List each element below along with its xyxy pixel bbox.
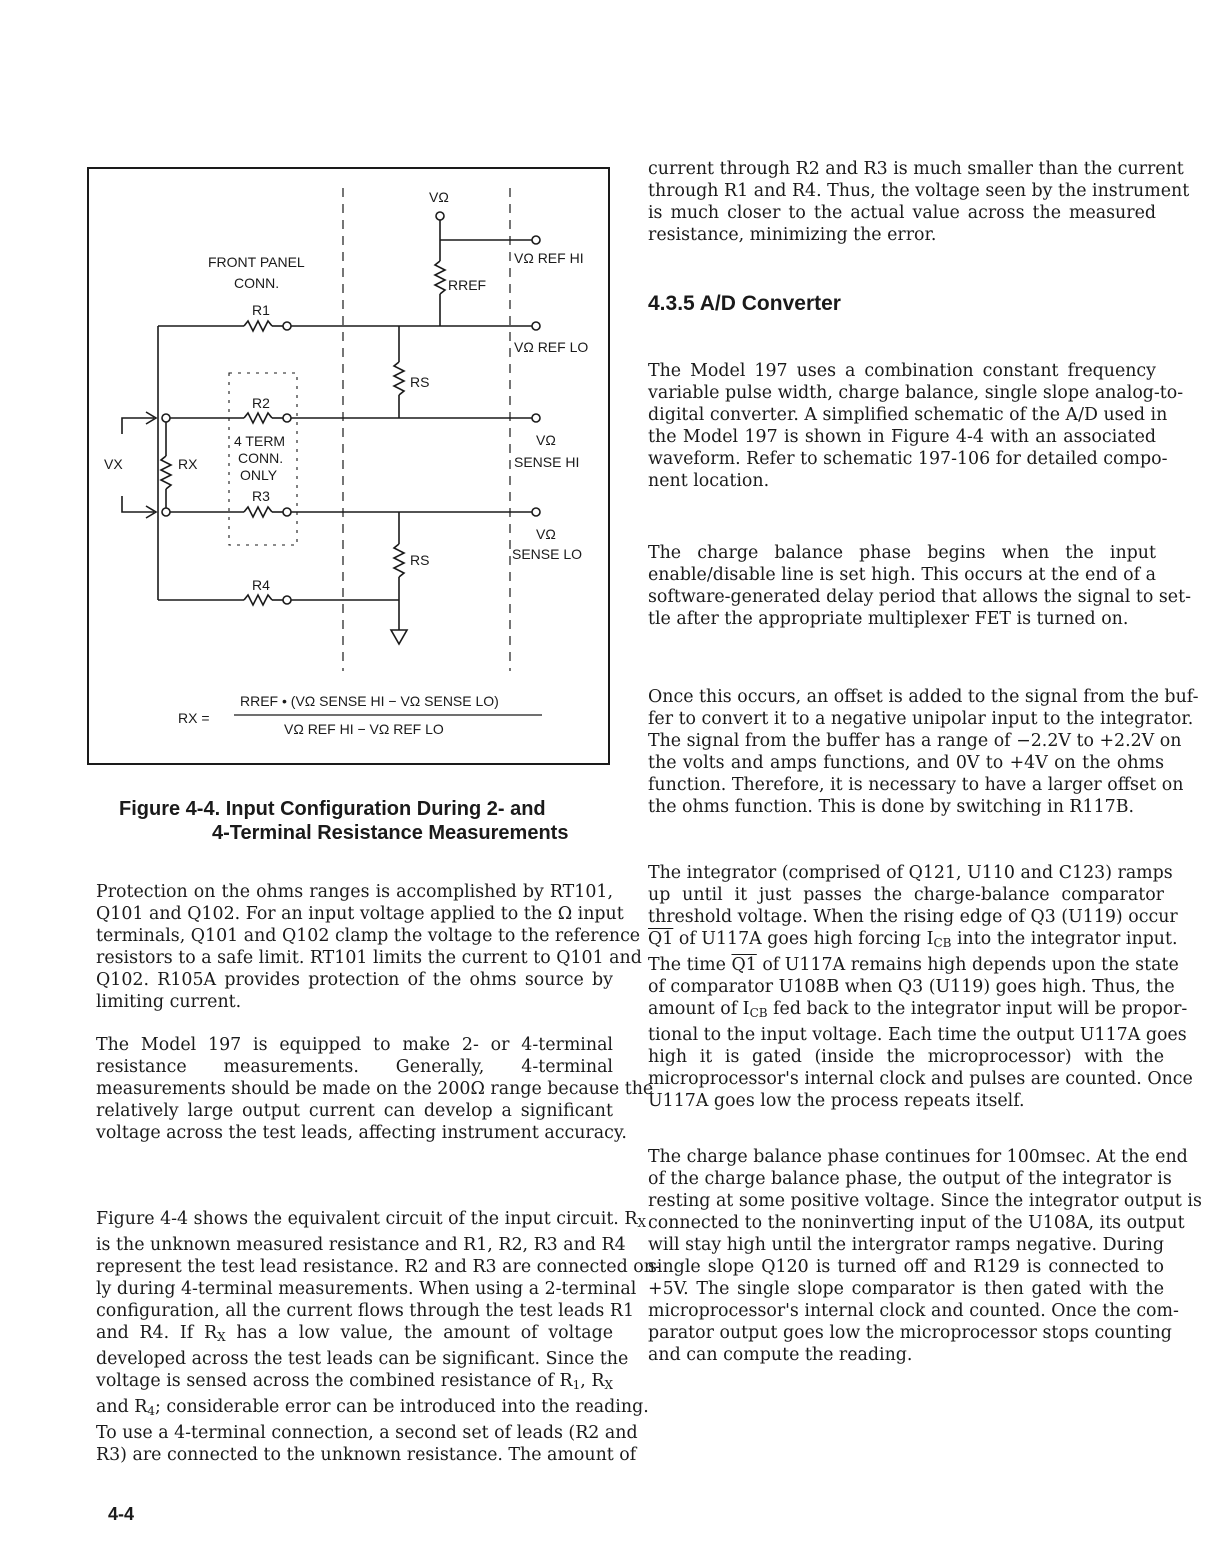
formula-denominator: VΩ REF HI − VΩ REF LO <box>284 721 444 737</box>
text-line: software-generated delay period that allows the signal to set- <box>648 587 1191 607</box>
label-rs-top: RS <box>410 374 430 390</box>
text-line: Q1 of U117A goes high forcing $I_{CB}$ into the integrator input. <box>648 929 1178 950</box>
label-vohm-top: VΩ <box>429 189 449 205</box>
text-line: To use a 4-terminal connection, a second set of leads (R2 and <box>96 1423 638 1443</box>
text-line: parator output goes low the microprocessor stops counting <box>648 1323 1172 1343</box>
text-line: will stay high until the intergrator ramps negative. During <box>648 1235 1164 1255</box>
rx-bottom-terminal <box>162 508 170 516</box>
text-line: Once this occurs, an offset is added to the signal from the buf- <box>648 687 1199 707</box>
text-line: and $R_4$; considerable error can be introduced into the reading. <box>96 1397 649 1418</box>
model-paragraph <box>96 1034 654 1144</box>
text-line: The integrator (comprised of Q121, U110 and C123) ramps <box>648 863 1173 883</box>
text-line: enable/disable line is set high. This occurs at the end of a <box>648 565 1156 585</box>
label-rs-bottom: RS <box>410 552 430 568</box>
text-line: variable pulse width, charge balance, single slope analog-to- <box>648 383 1184 403</box>
text-line: measurements should be made on the 200Ω range because the <box>96 1079 654 1099</box>
text-line: voltage across the test leads, affecting instrument accuracy. <box>96 1123 627 1143</box>
text-line: relatively large output current can develop a significant <box>96 1101 613 1121</box>
vx-arrow-bottom <box>122 496 154 512</box>
ref-lo-terminal <box>532 322 540 330</box>
text-line: high it is gated (inside the microprocessor) with the <box>648 1047 1164 1067</box>
text-line: the volts and amps functions, and 0V to +4V on the ohms <box>648 753 1164 773</box>
text-line: configuration, all the current flows through the test leads R1 <box>96 1301 635 1321</box>
text-line: U117A goes low the process repeats itself. <box>648 1091 1025 1111</box>
text-line: tional to the input voltage. Each time the output U117A goes <box>648 1025 1187 1045</box>
text-line: The Model 197 uses a combination constant frequency <box>648 361 1156 381</box>
label-r1: R1 <box>252 302 270 318</box>
section-heading: 4.3.5 A/D Converter <box>648 292 841 315</box>
text-line: represent the test lead resistance. R2 and R3 are connected on- <box>96 1257 661 1277</box>
page-number: 4-4 <box>108 1504 135 1524</box>
text-line: Protection on the ohms ranges is accomplished by RT101, <box>96 882 613 902</box>
continuation-paragraph <box>648 158 1190 246</box>
text-line: The charge balance phase begins when the input <box>648 543 1156 563</box>
text-line: limiting current. <box>96 992 242 1012</box>
text-line: of comparator U108B when Q3 (U119) goes high. Thus, the <box>648 977 1175 997</box>
r4-resistor <box>244 595 272 605</box>
label-conn-only-2: ONLY <box>240 467 278 483</box>
label-vohm-ref-hi: VΩ REF HI <box>514 250 584 266</box>
charge-balance-paragraph <box>648 542 1191 630</box>
vohm-terminal <box>436 212 444 220</box>
text-line: connected to the noninverting input of the U108A, its output <box>648 1213 1185 1233</box>
text-line: is much closer to the actual value across the measured <box>648 203 1156 223</box>
rs-bottom-resistor <box>394 544 404 577</box>
vx-arrow-top <box>122 418 154 434</box>
r1-resistor <box>244 321 272 331</box>
r1-terminal <box>283 322 291 330</box>
text-line: is the unknown measured resistance and R1, R2, R3 and R4 <box>96 1235 626 1255</box>
rs-top-resistor <box>394 362 404 395</box>
figure-caption-line1: Figure 4-4. Input Configuration During 2- and <box>119 798 546 820</box>
ground-symbol <box>391 630 407 644</box>
rx-resistor <box>161 456 171 489</box>
text-line: of the charge balance phase, the output of the integrator is <box>648 1169 1172 1189</box>
r2-terminal <box>283 414 291 422</box>
rx-top-terminal <box>162 414 170 422</box>
sense-hi-terminal <box>532 414 540 422</box>
text-line: resistors to a safe limit. RT101 limits the current to Q101 and <box>96 948 642 968</box>
r3-terminal <box>283 508 291 516</box>
text-line: threshold voltage. When the rising edge of Q3 (U119) occur <box>648 907 1178 927</box>
label-vx: VX <box>104 456 123 472</box>
text-line: Q102. R105A provides protection of the ohms source by <box>96 970 613 990</box>
label-conn: CONN. <box>234 275 280 291</box>
label-vohm-sense-lo-2: SENSE LO <box>512 546 583 562</box>
text-line: voltage is sensed across the combined resistance of $R_1$, $R_X$ <box>96 1371 613 1392</box>
text-line: microprocessor's internal clock and pulses are counted. Once <box>648 1069 1193 1089</box>
text-line: up until it just passes the charge-balance comparator <box>648 885 1164 905</box>
text-line: the Model 197 is shown in Figure 4-4 with an associated <box>648 427 1156 447</box>
figure-caption-line2: 4-Terminal Resistance Measurements <box>212 822 569 844</box>
text-line: function. Therefore, it is necessary to have a larger offset on <box>648 775 1184 795</box>
ad-converter-paragraph <box>648 360 1184 492</box>
sense-lo-terminal <box>532 508 540 516</box>
text-line: The Model 197 is equipped to make 2- or 4-terminal <box>96 1035 613 1055</box>
text-line: Figure 4-4 shows the equivalent circuit of the input circuit. $R_X$ <box>96 1209 647 1230</box>
text-line: terminals, Q101 and Q102 clamp the voltage to the reference <box>96 926 641 946</box>
label-r2: R2 <box>252 395 270 411</box>
offset-paragraph <box>648 686 1199 818</box>
label-conn-only-1: CONN. <box>238 450 284 466</box>
formula-lhs: RX = <box>178 710 210 726</box>
label-four-term: 4 TERM <box>234 433 286 449</box>
label-vohm-sense-hi-1: VΩ <box>536 432 556 448</box>
text-line: +5V. The single slope comparator is then gated with the <box>648 1279 1164 1299</box>
single-slope-paragraph <box>648 1146 1202 1366</box>
label-front-panel: FRONT PANEL <box>208 254 305 270</box>
protection-paragraph <box>96 881 642 1013</box>
ref-hi-terminal <box>532 236 540 244</box>
text-line: resistance measurements. Generally, 4-terminal <box>96 1057 613 1077</box>
integrator-paragraph <box>648 862 1193 1112</box>
text-line: resting at some positive voltage. Since the integrator output is <box>648 1191 1202 1211</box>
text-line: waveform. Refer to schematic 197-106 for detailed compo- <box>648 449 1168 469</box>
label-rx: RX <box>178 456 198 472</box>
text-line: tle after the appropriate multiplexer FET is turned on. <box>648 609 1129 629</box>
r4-terminal <box>283 596 291 604</box>
r3-resistor <box>244 507 272 517</box>
text-line: current through R2 and R3 is much smaller than the current <box>648 159 1184 179</box>
text-line: The charge balance phase continues for 100msec. At the end <box>648 1147 1188 1167</box>
input-configuration-schematic <box>86 166 612 766</box>
text-line: ly during 4-terminal measurements. When using a 2-terminal <box>96 1279 637 1299</box>
text-line: amount of $I_{CB}$ fed back to the integrator input will be propor- <box>648 999 1188 1020</box>
r2-resistor <box>244 413 272 423</box>
text-line: the ohms function. This is done by switching in R117B. <box>648 797 1135 817</box>
text-line: and can compute the reading. <box>648 1345 913 1365</box>
text-line: R3) are connected to the unknown resistance. The amount of <box>96 1445 637 1465</box>
label-vohm-sense-lo-1: VΩ <box>536 526 556 542</box>
label-vohm-sense-hi-2: SENSE HI <box>514 454 580 470</box>
text-line: through R1 and R4. Thus, the voltage seen by the instrument <box>648 181 1190 201</box>
text-line: Q101 and Q102. For an input voltage applied to the Ω input <box>96 904 624 924</box>
figure-description-paragraph <box>96 1208 661 1466</box>
formula-numerator: RREF • (VΩ SENSE HI − VΩ SENSE LO) <box>240 693 499 709</box>
label-r4: R4 <box>252 577 270 593</box>
text-line: digital converter. A simplified schematic of the A/D used in <box>648 405 1168 425</box>
text-line: The signal from the buffer has a range of −2.2V to +2.2V on <box>648 731 1182 751</box>
label-vohm-ref-lo: VΩ REF LO <box>514 339 589 355</box>
text-line: developed across the test leads can be significant. Since the <box>96 1349 629 1369</box>
text-line: microprocessor's internal clock and counted. Once the com- <box>648 1301 1179 1321</box>
text-line: nent location. <box>648 471 770 491</box>
label-rref: RREF <box>448 277 487 293</box>
text-line: and R4. If $R_X$ has a low value, the amount of voltage <box>96 1323 613 1344</box>
text-line: single slope Q120 is turned off and R129 is connected to <box>648 1257 1164 1277</box>
label-r3: R3 <box>252 488 270 504</box>
text-line: The time Q1 of U117A remains high depends upon the state <box>648 955 1179 975</box>
text-line: fer to convert it to a negative unipolar input to the integrator. <box>648 709 1194 729</box>
text-line: resistance, minimizing the error. <box>648 225 937 245</box>
rref-resistor <box>435 261 445 294</box>
